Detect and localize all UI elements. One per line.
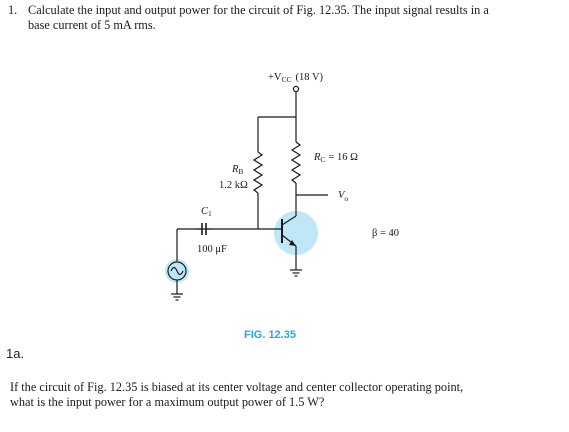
vcc-label: +VCC (18 V): [268, 72, 324, 84]
rc-label: RC = 16 Ω: [314, 152, 358, 164]
beta-label: β = 40: [372, 228, 400, 239]
c1-label: C1: [201, 206, 212, 218]
problem-number: 1.: [8, 3, 18, 17]
followup-line-2: what is the input power for a maximum output power of 1.5 W?: [10, 395, 325, 409]
followup-line-1: If the circuit of Fig. 12.35 is biased at its center voltage and center collector operating point,: [10, 380, 464, 394]
c1-value: 100 μF: [197, 244, 227, 255]
section-label: 1a.: [6, 346, 25, 361]
problem-line-1: Calculate the input and output power for the circuit of Fig. 12.35. The input signal results in a: [28, 3, 489, 17]
rc-resistor: [292, 142, 300, 183]
rb-value: 1.2 kΩ: [219, 180, 248, 191]
figure-caption: FIG. 12.35: [244, 329, 296, 341]
vcc-terminal: [293, 86, 298, 91]
vo-label: $V_o$: [338, 190, 349, 203]
rb-resistor: [254, 152, 262, 193]
problem-line-2: base current of 5 mA rms.: [28, 18, 156, 32]
rb-label: RB: [232, 164, 244, 176]
followup-question: [10, 380, 562, 410]
